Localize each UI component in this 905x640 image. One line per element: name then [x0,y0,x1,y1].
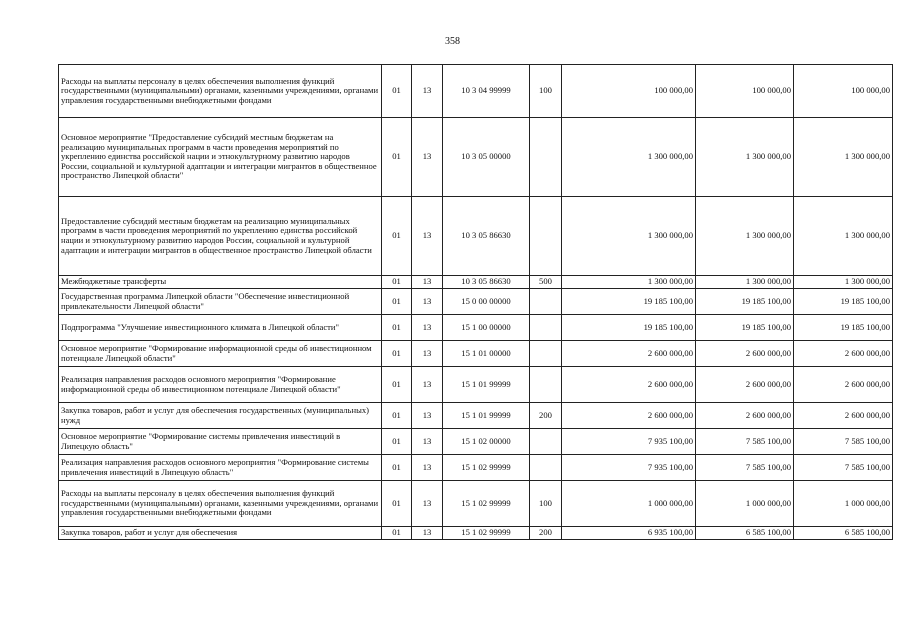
amount-year1-cell: 100 000,00 [562,65,696,118]
subsection-code-cell: 13 [412,455,443,481]
expense-type-cell [530,197,562,276]
expense-type-cell: 100 [530,65,562,118]
table-row [59,429,893,455]
amount-year3-cell: 1 300 000,00 [794,118,893,197]
section-code-cell: 01 [382,455,412,481]
amount-year2-cell: 2 600 000,00 [696,403,794,429]
amount-year2-cell: 6 585 100,00 [696,527,794,540]
amount-year3-cell: 100 000,00 [794,65,893,118]
target-article-cell: 15 1 02 00000 [443,429,530,455]
table-row [59,527,893,540]
amount-year3-cell: 2 600 000,00 [794,341,893,367]
subsection-code-cell: 13 [412,341,443,367]
amount-year1-cell: 6 935 100,00 [562,527,696,540]
amount-year2-cell: 100 000,00 [696,65,794,118]
expense-name-cell: Реализация направления расходов основного мероприятия "Формирование информационной среды об инвестиционном потенциале Липецкой области" [59,367,382,403]
target-article-cell: 10 3 05 86630 [443,276,530,289]
amount-year1-cell: 2 600 000,00 [562,341,696,367]
expense-name-cell: Основное мероприятие "Формирование информационной среды об инвестиционном потенциале Липецкой области" [59,341,382,367]
amount-year3-cell: 19 185 100,00 [794,289,893,315]
subsection-code-cell: 13 [412,276,443,289]
expense-name-cell: Основное мероприятие "Предоставление субсидий местным бюджетам на реализацию муниципальных программ в части проведения мероприятий по укреплению единства российской нации и этнокультурному развитию народов России, социальной и культурной адаптации и интеграции мигрантов в общественное пространство Липецкой области" [59,118,382,197]
table-row [59,118,893,197]
target-article-cell: 15 1 01 99999 [443,367,530,403]
subsection-code-cell: 13 [412,527,443,540]
subsection-code-cell: 13 [412,481,443,527]
subsection-code-cell: 13 [412,367,443,403]
expense-name-cell: Закупка товаров, работ и услуг для обеспечения [59,527,382,540]
amount-year1-cell: 7 935 100,00 [562,429,696,455]
amount-year2-cell: 2 600 000,00 [696,367,794,403]
subsection-code-cell: 13 [412,118,443,197]
target-article-cell: 15 1 02 99999 [443,527,530,540]
amount-year2-cell: 2 600 000,00 [696,341,794,367]
amount-year1-cell: 2 600 000,00 [562,403,696,429]
table-row [59,455,893,481]
table-row [59,289,893,315]
section-code-cell: 01 [382,65,412,118]
amount-year3-cell: 7 585 100,00 [794,429,893,455]
expense-type-cell: 200 [530,527,562,540]
expense-name-cell: Предоставление субсидий местным бюджетам на реализацию муниципальных программ в части проведения мероприятий по укреплению единства российской нации и этнокультурному развитию народов России, социальной и культурной адаптации и интеграции мигрантов в общественное пространство Липецкой области [59,197,382,276]
amount-year1-cell: 1 000 000,00 [562,481,696,527]
expense-type-cell: 500 [530,276,562,289]
target-article-cell: 15 1 02 99999 [443,455,530,481]
expense-type-cell [530,455,562,481]
expense-name-cell: Закупка товаров, работ и услуг для обеспечения государственных (муниципальных) нужд [59,403,382,429]
table-row [59,403,893,429]
subsection-code-cell: 13 [412,403,443,429]
section-code-cell: 01 [382,276,412,289]
target-article-cell: 15 1 02 99999 [443,481,530,527]
subsection-code-cell: 13 [412,289,443,315]
amount-year1-cell: 1 300 000,00 [562,197,696,276]
target-article-cell: 15 1 01 00000 [443,341,530,367]
amount-year2-cell: 1 300 000,00 [696,276,794,289]
target-article-cell: 10 3 05 00000 [443,118,530,197]
expense-name-cell: Основное мероприятие "Формирование системы привлечения инвестиций в Липецкую область" [59,429,382,455]
expense-name-cell: Межбюджетные трансферты [59,276,382,289]
subsection-code-cell: 13 [412,429,443,455]
table-row [59,197,893,276]
expense-type-cell [530,289,562,315]
amount-year1-cell: 1 300 000,00 [562,118,696,197]
amount-year3-cell: 1 300 000,00 [794,276,893,289]
target-article-cell: 15 1 01 99999 [443,403,530,429]
table-row [59,341,893,367]
amount-year3-cell: 7 585 100,00 [794,455,893,481]
section-code-cell: 01 [382,367,412,403]
subsection-code-cell: 13 [412,315,443,341]
expense-name-cell: Расходы на выплаты персоналу в целях обеспечения выполнения функций государственными (муниципальными) органами, казенными учреждениями, органами управления государственными внебюджетными фондами [59,65,382,118]
expense-name-cell: Реализация направления расходов основного мероприятия "Формирование системы привлечения инвестиций в Липецкую область" [59,455,382,481]
subsection-code-cell: 13 [412,197,443,276]
section-code-cell: 01 [382,289,412,315]
subsection-code-cell: 13 [412,65,443,118]
expense-type-cell [530,341,562,367]
amount-year2-cell: 1 000 000,00 [696,481,794,527]
expense-name-cell: Расходы на выплаты персоналу в целях обеспечения выполнения функций государственными (муниципальными) органами, казенными учреждениями, органами управления государственными внебюджетными фондами [59,481,382,527]
section-code-cell: 01 [382,315,412,341]
amount-year3-cell: 2 600 000,00 [794,403,893,429]
amount-year3-cell: 19 185 100,00 [794,315,893,341]
amount-year2-cell: 19 185 100,00 [696,315,794,341]
amount-year1-cell: 19 185 100,00 [562,289,696,315]
table-row [59,367,893,403]
amount-year3-cell: 1 300 000,00 [794,197,893,276]
expense-type-cell [530,429,562,455]
expense-type-cell: 200 [530,403,562,429]
amount-year3-cell: 2 600 000,00 [794,367,893,403]
budget-table-body [59,65,893,540]
amount-year1-cell: 1 300 000,00 [562,276,696,289]
budget-table [58,64,893,540]
expense-type-cell: 100 [530,481,562,527]
amount-year2-cell: 7 585 100,00 [696,455,794,481]
table-row [59,315,893,341]
table-row [59,65,893,118]
target-article-cell: 15 1 00 00000 [443,315,530,341]
section-code-cell: 01 [382,429,412,455]
section-code-cell: 01 [382,118,412,197]
table-row [59,276,893,289]
expense-name-cell: Государственная программа Липецкой области "Обеспечение инвестиционной привлекательности Липецкой области" [59,289,382,315]
target-article-cell: 10 3 04 99999 [443,65,530,118]
expense-type-cell [530,118,562,197]
amount-year2-cell: 19 185 100,00 [696,289,794,315]
amount-year1-cell: 7 935 100,00 [562,455,696,481]
section-code-cell: 01 [382,341,412,367]
page-number: 358 [445,36,460,47]
amount-year2-cell: 7 585 100,00 [696,429,794,455]
target-article-cell: 15 0 00 00000 [443,289,530,315]
amount-year1-cell: 19 185 100,00 [562,315,696,341]
amount-year2-cell: 1 300 000,00 [696,197,794,276]
section-code-cell: 01 [382,403,412,429]
amount-year1-cell: 2 600 000,00 [562,367,696,403]
section-code-cell: 01 [382,197,412,276]
section-code-cell: 01 [382,481,412,527]
amount-year2-cell: 1 300 000,00 [696,118,794,197]
amount-year3-cell: 6 585 100,00 [794,527,893,540]
section-code-cell: 01 [382,527,412,540]
table-row [59,481,893,527]
target-article-cell: 10 3 05 86630 [443,197,530,276]
expense-type-cell [530,315,562,341]
amount-year3-cell: 1 000 000,00 [794,481,893,527]
expense-type-cell [530,367,562,403]
expense-name-cell: Подпрограмма "Улучшение инвестиционного климата в Липецкой области" [59,315,382,341]
